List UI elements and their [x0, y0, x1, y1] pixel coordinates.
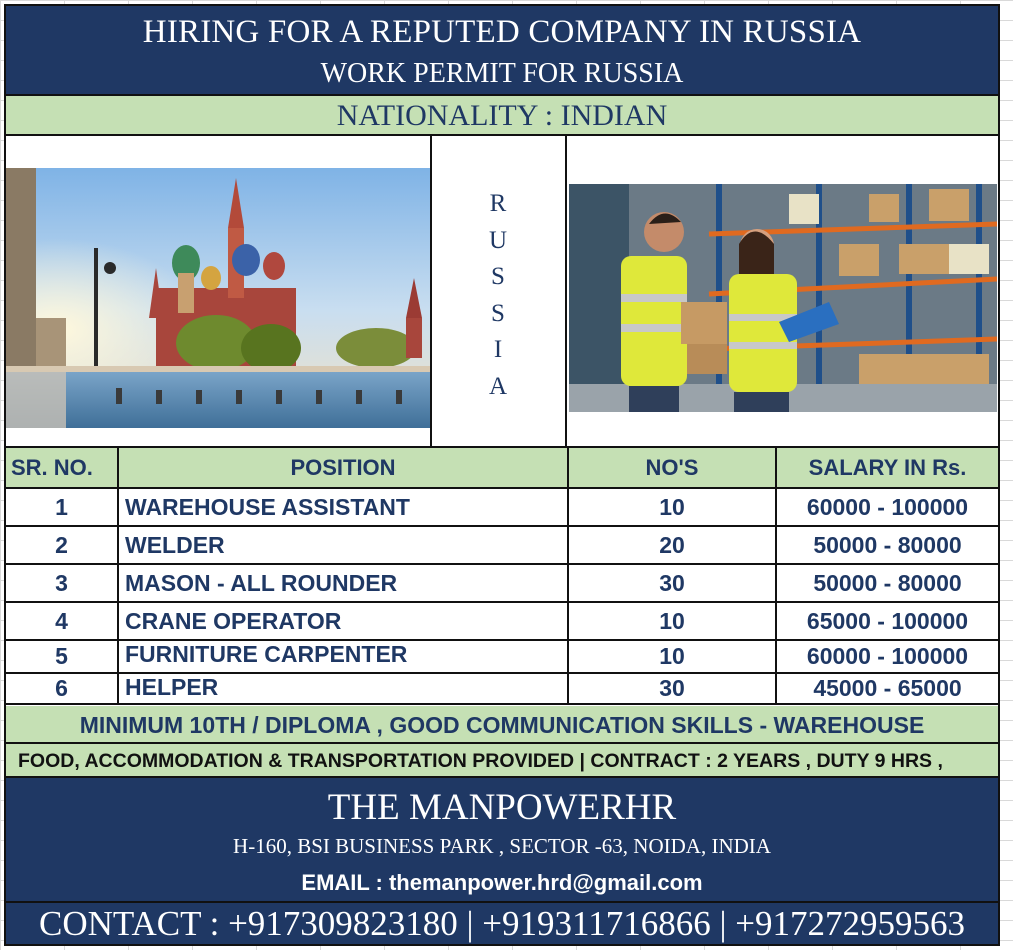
contact-numbers: CONTACT : +917309823180 | +919311716866 | +917272959563 — [39, 904, 965, 943]
header-salary: SALARY IN Rs. — [808, 454, 967, 480]
cell-sr-no: 6 — [6, 674, 119, 703]
cell-count: 30 — [569, 565, 777, 601]
cell-count: 20 — [569, 527, 777, 563]
poster-title: HIRING FOR A REPUTED COMPANY IN RUSSIA — [142, 14, 862, 50]
nationality-banner: NATIONALITY : INDIAN — [6, 96, 998, 136]
footer-banner — [6, 778, 998, 944]
cell-position: FURNITURE CARPENTER — [119, 641, 569, 672]
cell-salary: 60000 - 100000 — [806, 643, 969, 669]
cell-count: 30 — [569, 674, 777, 703]
job-poster — [4, 4, 1000, 946]
cell-position: HELPER — [119, 674, 569, 703]
country-letter: I — [493, 336, 504, 363]
cell-position: WELDER — [119, 527, 569, 563]
country-letter: R — [489, 190, 508, 217]
table-row — [6, 527, 998, 565]
header-banner — [6, 6, 998, 96]
company-address: H-160, BSI BUSINESS PARK , SECTOR -63, NOIDA, INDIA — [233, 834, 771, 858]
country-letter: S — [491, 263, 506, 290]
warehouse-workers-photo — [569, 184, 997, 412]
benefits-banner: FOOD, ACCOMMODATION & TRANSPORTATION PROVIDED | CONTRACT : 2 YEARS , DUTY 9 HRS , — [6, 744, 998, 778]
country-vertical-label — [432, 186, 565, 405]
company-email: EMAIL : themanpower.hrd@gmail.com — [301, 870, 703, 895]
cell-sr-no: 2 — [6, 527, 119, 563]
poster-subtitle: WORK PERMIT FOR RUSSIA — [320, 58, 684, 89]
cell-position: WAREHOUSE ASSISTANT — [119, 489, 569, 525]
header-count: NO'S — [569, 448, 777, 487]
cell-sr-no: 4 — [6, 603, 119, 639]
positions-table — [6, 448, 998, 705]
country-letter: A — [488, 372, 509, 400]
cell-salary: 50000 - 80000 — [813, 531, 962, 558]
country-letter: U — [488, 226, 509, 254]
company-name: THE MANPOWERHR — [327, 787, 677, 828]
cell-sr-no: 1 — [6, 489, 119, 525]
footer-divider — [6, 901, 998, 903]
kremlin-photo — [6, 168, 430, 428]
cell-salary: 60000 - 100000 — [806, 493, 969, 520]
cell-count: 10 — [569, 489, 777, 525]
cell-sr-no: 5 — [6, 641, 119, 672]
cell-count: 10 — [569, 641, 777, 672]
table-row — [6, 603, 998, 641]
cell-salary: 65000 - 100000 — [806, 607, 969, 634]
cell-position: MASON - ALL ROUNDER — [119, 565, 569, 601]
cell-count: 10 — [569, 603, 777, 639]
cell-sr-no: 3 — [6, 565, 119, 601]
table-header-row — [6, 448, 998, 489]
cell-salary: 45000 - 65000 — [813, 675, 962, 701]
image-row — [6, 136, 998, 448]
table-row — [6, 489, 998, 527]
country-letter: S — [491, 299, 506, 327]
table-row — [6, 565, 998, 603]
header-sr-no: SR. NO. — [6, 448, 119, 487]
requirements-banner: MINIMUM 10TH / DIPLOMA , GOOD COMMUNICATION SKILLS - WAREHOUSE — [6, 706, 998, 744]
table-row — [6, 674, 998, 705]
cell-salary: 50000 - 80000 — [813, 569, 962, 596]
table-row — [6, 641, 998, 674]
cell-position: CRANE OPERATOR — [119, 603, 569, 639]
image-divider-right — [565, 136, 567, 446]
header-position: POSITION — [119, 448, 569, 487]
